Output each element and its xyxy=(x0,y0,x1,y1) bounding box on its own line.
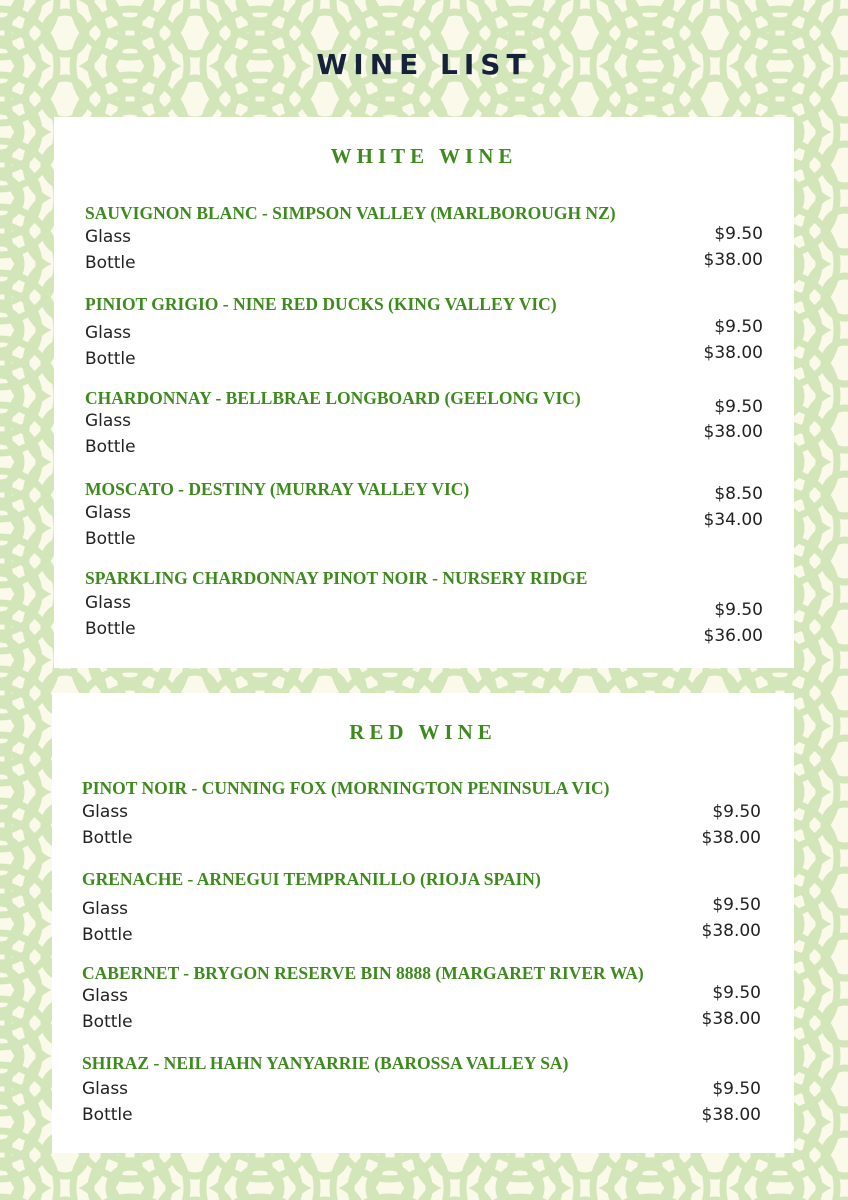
bottle-label: Bottle xyxy=(85,437,136,457)
bottle-label: Bottle xyxy=(82,1012,133,1032)
bottle-label: Bottle xyxy=(85,529,136,549)
glass-price: $9.50 xyxy=(714,600,763,620)
bottle-label: Bottle xyxy=(85,349,136,369)
bottle-price: $38.00 xyxy=(701,828,761,848)
wine-name: CABERNET - BRYGON RESERVE BIN 8888 (MARGARET RIVER WA) xyxy=(82,963,644,983)
bottle-label: Bottle xyxy=(85,619,136,639)
bottle-price: $34.00 xyxy=(703,510,763,530)
bottle-price: $38.00 xyxy=(701,1009,761,1029)
bottle-label: Bottle xyxy=(85,253,136,273)
bottle-price: $38.00 xyxy=(701,1105,761,1125)
wine-name: CHARDONNAY - BELLBRAE LONGBOARD (GEELONG VIC) xyxy=(85,388,581,408)
glass-label: Glass xyxy=(82,986,129,1006)
glass-price: $9.50 xyxy=(714,224,763,244)
glass-label: Glass xyxy=(85,593,132,613)
glass-label: Glass xyxy=(85,227,132,247)
glass-price: $9.50 xyxy=(712,983,761,1003)
glass-price: $8.50 xyxy=(714,484,763,504)
glass-price: $9.50 xyxy=(712,1079,761,1099)
glass-label: Glass xyxy=(82,1079,129,1099)
white-wine-card xyxy=(54,117,794,668)
bottle-label: Bottle xyxy=(82,828,133,848)
bottle-price: $38.00 xyxy=(701,921,761,941)
red-wine-heading: RED WINE xyxy=(349,720,497,744)
glass-price: $9.50 xyxy=(712,802,761,822)
white-wine-heading: WHITE WINE xyxy=(330,144,518,168)
wine-name: SAUVIGNON BLANC - SIMPSON VALLEY (MARLBOROUGH NZ) xyxy=(85,203,616,223)
glass-label: Glass xyxy=(82,802,129,822)
glass-label: Glass xyxy=(85,411,132,431)
bottle-label: Bottle xyxy=(82,1105,133,1125)
wine-name: MOSCATO - DESTINY (MURRAY VALLEY VIC) xyxy=(85,479,470,499)
wine-name: PINOT NOIR - CUNNING FOX (MORNINGTON PENINSULA VIC) xyxy=(82,778,610,798)
bottle-price: $38.00 xyxy=(703,250,763,270)
wine-name: SPARKLING CHARDONNAY PINOT NOIR - NURSERY RIDGE xyxy=(85,568,588,588)
glass-price: $9.50 xyxy=(712,895,761,915)
bottle-price: $36.00 xyxy=(703,626,763,646)
wine-name: SHIRAZ - NEIL HAHN YANYARRIE (BAROSSA VALLEY SA) xyxy=(82,1053,569,1073)
glass-price: $9.50 xyxy=(714,397,763,417)
wine-name: PINIOT GRIGIO - NINE RED DUCKS (KING VALLEY VIC) xyxy=(85,294,557,314)
glass-label: Glass xyxy=(85,323,132,343)
glass-price: $9.50 xyxy=(714,317,763,337)
wine-name: GRENACHE - ARNEGUI TEMPRANILLO (RIOJA SPAIN) xyxy=(82,869,541,889)
bottle-price: $38.00 xyxy=(703,343,763,363)
glass-label: Glass xyxy=(85,503,132,523)
glass-label: Glass xyxy=(82,899,129,919)
bottle-price: $38.00 xyxy=(703,422,763,442)
page-title: WINE LIST xyxy=(316,48,532,81)
red-wine-card xyxy=(52,693,794,1153)
bottle-label: Bottle xyxy=(82,925,133,945)
